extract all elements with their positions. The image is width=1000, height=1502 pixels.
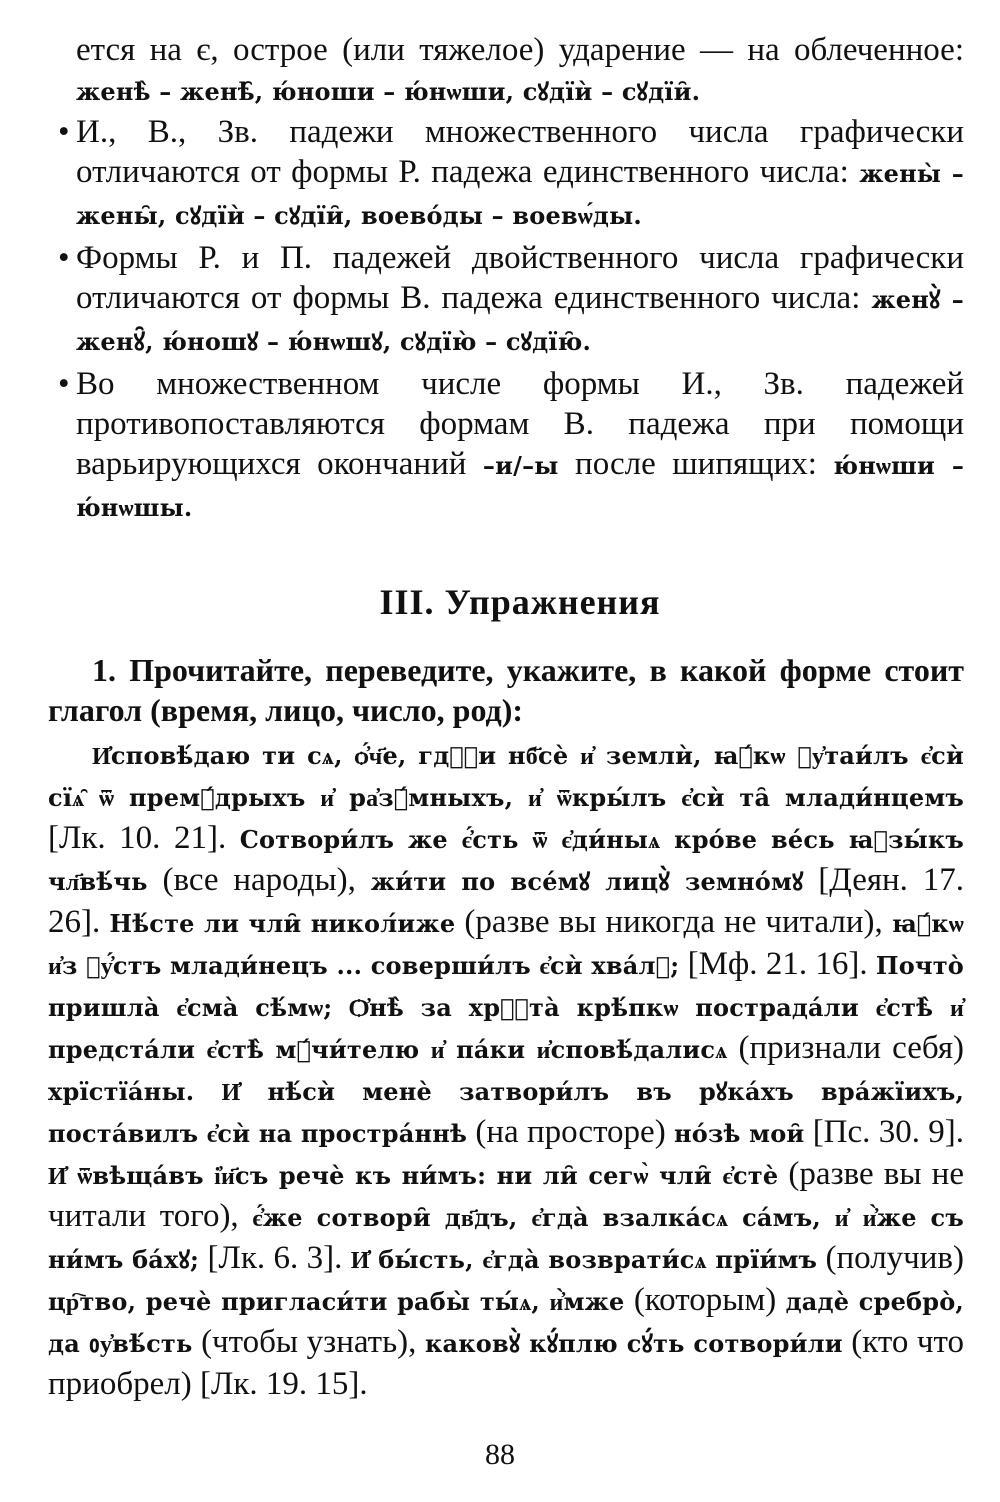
section-title: III. Упражнения [379, 582, 661, 622]
church-slavonic-text: Сотвори́лъ же є҆́сть ѿ є҆ди́ныѧ кро́ве ве́сь ꙗ҆зы́къ чл҃вѣ́чь [48, 825, 964, 896]
russian-gloss: (получив) [817, 1240, 965, 1276]
bullet-text: Формы Р. и П. падежей двойственного числа графически отличаются от формы В. падежа единственного числа: [76, 240, 964, 316]
russian-gloss: (признали себя) [727, 1030, 964, 1066]
exercise-title: 1. Прочитайте, переведите, укажите, в какой форме стоит глагол (время, лицо, число, род): [48, 652, 964, 728]
bullet-item [58, 364, 965, 528]
bullet-item [58, 238, 964, 362]
bullet-text: И., В., Зв. падежи множественного числа графически отличаются от формы Р. падежа единственного числа: [76, 114, 964, 190]
church-slavonic-text: И҆ ѿвѣща́въ і҆и҃съ речѐ къ ни́мъ: ни ли̑ сегѡ̀ чли̑ є҆стѐ [48, 1161, 779, 1190]
bullet-text-after: после шипящих: [575, 446, 817, 482]
exercise-text [48, 734, 964, 1404]
bullet-marker: • [58, 114, 70, 150]
church-slavonic-text: хрїстїа́ны. И҆ нѣ́сѝ менѐ затвори́лъ въ рꙋка́хъ вра́жїихъ, поста́вилъ є҆сѝ на простра́ннѣ [48, 1077, 964, 1148]
russian-gloss: [Деян. 17. 26]. [48, 862, 965, 940]
russian-gloss: [Лк. 10. 21]. [48, 820, 240, 856]
bullet-examples: женꙋ̀ – женꙋ̑, ю́ношꙋ – ю́нѡшꙋ, сꙋдїю̀ – сꙋдїю̑. [76, 285, 964, 356]
russian-gloss: [Мф. 21. 16]. [679, 946, 876, 982]
russian-gloss: [Пс. 30. 9]. [804, 1114, 964, 1150]
bullet-endings: –и/–ы [482, 451, 559, 480]
church-slavonic-text: И҆сповѣ́даю ти сѧ, ѻ҆́ч҃е, гдⷭ҇и нб҃сѐ и҆ землѝ, ꙗ҆́кѡ ᲂу҆таи́лъ є҆сѝ сїѧ̑ ѿ премꙋ́дрыхъ и҆ ра҆зꙋ́мныхъ, и҆ ѿкры́лъ є҆сѝ та̑ млади́нцемъ [48, 741, 964, 812]
bullet-item [58, 112, 965, 236]
russian-gloss: (на просторе) [467, 1114, 674, 1150]
russian-gloss: (чтобы узнать), [192, 1324, 425, 1360]
page-number: 88 [485, 1438, 515, 1471]
church-slavonic-text: каковꙋ̀ кꙋ́плю сꙋ́ть сотвори́ли [424, 1329, 843, 1358]
church-slavonic-text: цр҇тво, речѐ пригласи́ти рабы̀ ты́ѧ, и҆̀мже [48, 1287, 625, 1316]
bullet-text: Во множественном числе формы И., Зв. падежей противопоставляются формам В. падежа при помощи варьирующихся окончаний [76, 366, 964, 482]
intro-examples: женѣ̀ – женѣ̑, ю́ноши – ю́нѡши, сꙋдїѝ – сꙋдїи̑. [76, 77, 701, 106]
russian-gloss: (все народы), [147, 862, 371, 898]
russian-gloss: (разве вы никогда не читали), [455, 904, 892, 940]
intro-text: ется на є, острое (или тяжелое) ударение — на облеченное: [76, 32, 964, 68]
bullet-examples: жены̀ – жены̑, сꙋдїѝ – сꙋдїи̑, воево́ды – воевѡ́ды. [76, 159, 965, 230]
church-slavonic-text: но́зѣ мои̑ [673, 1119, 805, 1148]
church-slavonic-text: Нѣ́сте ли чли̑ никол́иже [109, 909, 456, 938]
church-slavonic-text: жи́ти по все́мꙋ лицꙋ̀ земно́мꙋ [370, 867, 804, 896]
church-slavonic-text: дадѐ сребро̀, да ᲂу҆вѣ́сть [48, 1287, 964, 1358]
bullet-examples: ю́нѡши – ю́нѡшы. [76, 451, 965, 522]
bullet-marker: • [58, 366, 70, 402]
church-slavonic-text: є҆́же сотвори̑ дв҃дъ, є҆гда̀ взалка́сѧ са́мъ, и҆ и҆̀же съ ни́мъ ба́хꙋ; [48, 1203, 964, 1274]
russian-gloss: (которым) [624, 1282, 786, 1318]
page-content [48, 30, 965, 1404]
church-slavonic-text: И҆ бы́сть, є҆гда̀ возврати́сѧ прїи́мъ [350, 1245, 818, 1274]
intro-paragraph [76, 30, 964, 112]
russian-gloss: [Лк. 6. 3]. [199, 1240, 351, 1276]
church-slavonic-text: ꙗ҆́кѡ и҆з ᲂу҆́стъ млади́нецъ ... соверши́лъ є҆сѝ хва́лꙋ; [48, 909, 964, 980]
bullet-marker: • [58, 240, 70, 276]
russian-gloss: (кто что приобрел) [Лк. 19. 15]. [48, 1324, 965, 1402]
church-slavonic-text: Почто̀ пришла̀ є҆сма̀ сѣ́мѡ; Ѻ҆нѣ̀ за хрⷭ҇та̀ крѣ́пкѡ пострада́ли є҆стѣ̀ и҆ предста́ли є҆стѣ̀ мꙋ́чи́телю и҆ па́ки и҆сповѣ́далисѧ [48, 951, 964, 1064]
russian-gloss: (разве вы не читали того), [48, 1156, 964, 1234]
